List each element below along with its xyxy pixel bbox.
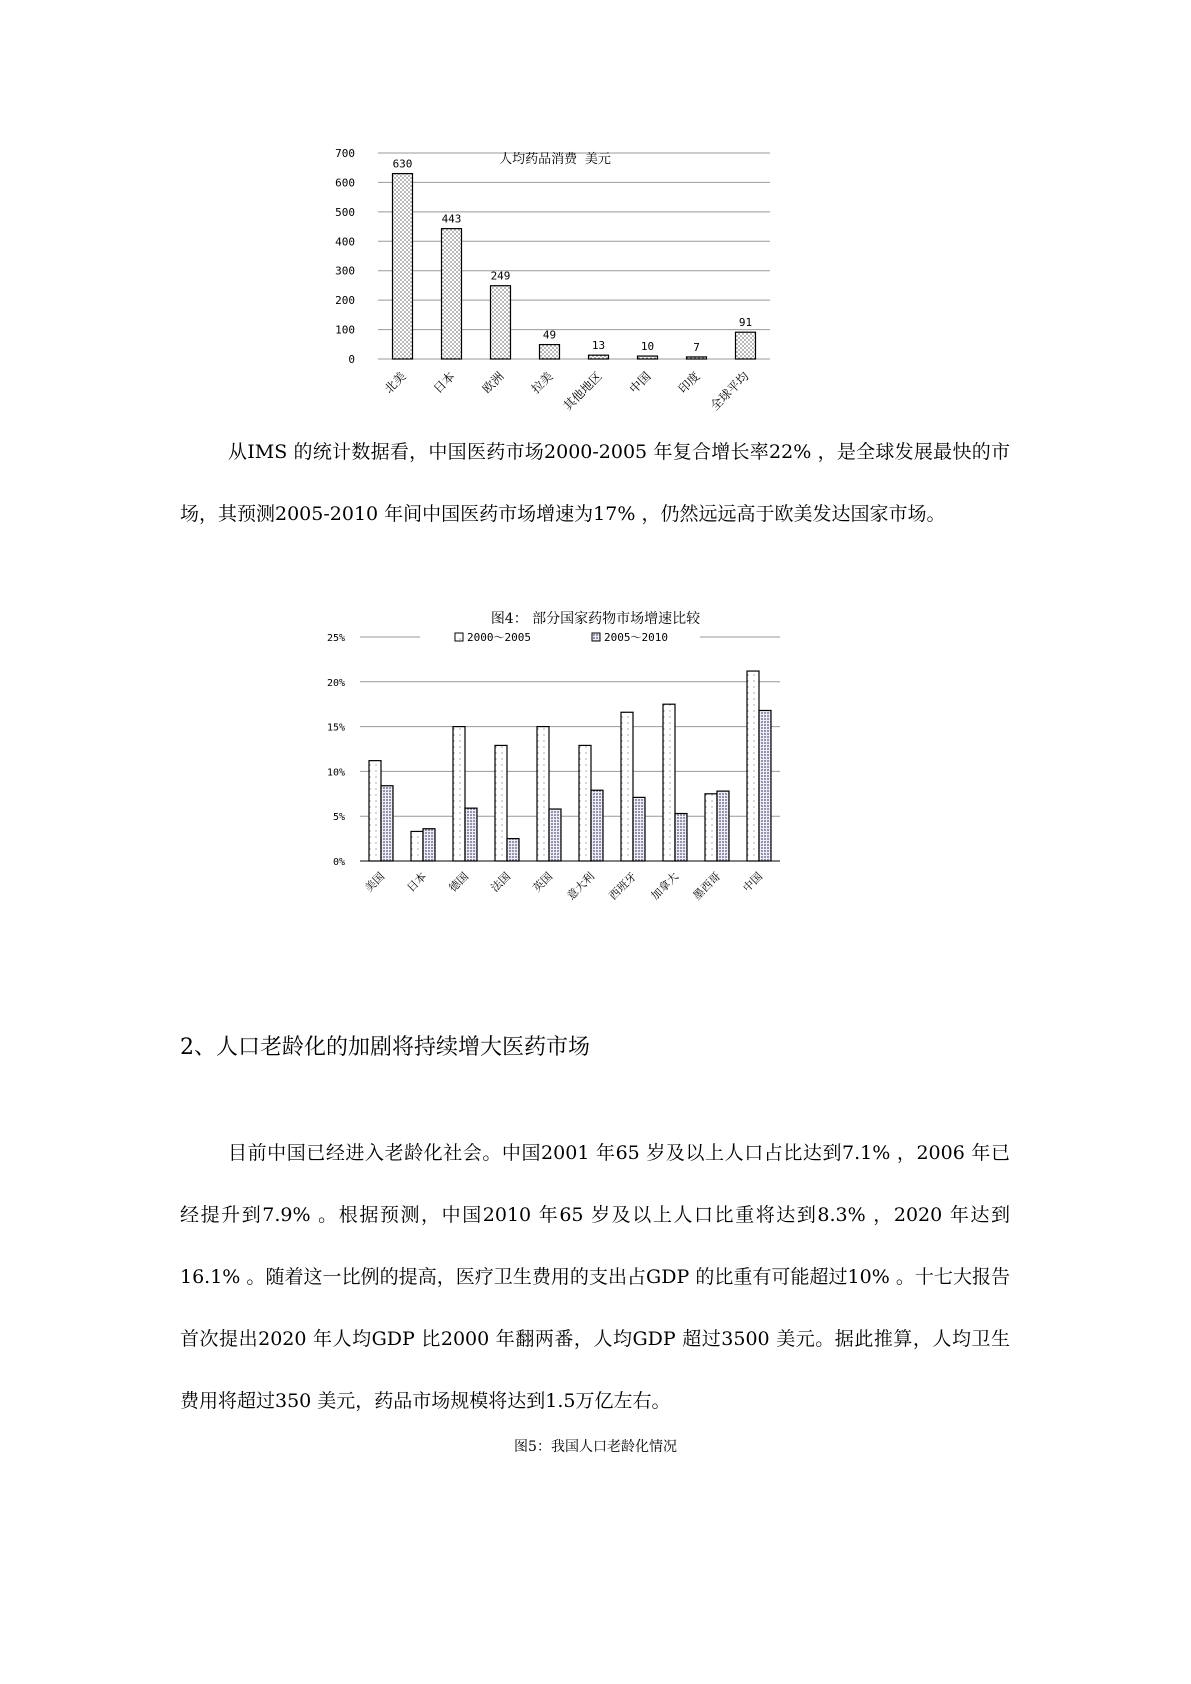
legend-label: 2000～2005 — [467, 631, 531, 644]
chart-per-capita-drug-spending — [330, 145, 790, 435]
bar — [495, 745, 507, 861]
y-tick-label: 0% — [332, 857, 345, 868]
bar — [507, 839, 519, 861]
bar — [591, 790, 603, 861]
legend-swatch — [455, 633, 463, 641]
y-tick-label: 300 — [335, 264, 355, 278]
x-tick-label: 中国 — [626, 369, 654, 397]
x-tick-label: 美国 — [362, 869, 388, 895]
bar — [747, 671, 759, 861]
y-tick-label: 20% — [326, 677, 345, 689]
paragraph-text: 目前中国已经进入老龄化社会。中国2001 年65 岁及以上人口占比达到7.1% ，2006 年已经提升到7.9% 。根据预测，中国2010 年65 岁及以上人口比重将达到8.3% ，2020 年达到16.1% 。随着这一比例的提高，医疗卫生费用的支出占GDP 的比重有可能超过10% 。十七大报告首次提出2020 年人均GDP 比2000 年翻两番，人均GDP 超过3500 美元。据此推算，人均卫生费用将超过350 美元，药品市场规模将达到1.5万亿左右。 — [180, 1142, 1010, 1412]
bar — [621, 712, 633, 861]
x-tick-label: 日本 — [404, 869, 430, 895]
data-label: 49 — [542, 328, 557, 342]
x-tick-label: 拉美 — [528, 369, 556, 397]
bar — [540, 345, 560, 359]
y-tick-label: 5% — [332, 812, 345, 824]
figure-4-caption: 图4： 部分国家药物市场增速比较 — [490, 611, 701, 627]
x-tick-label: 欧洲 — [479, 369, 507, 397]
x-tick-label: 中国 — [740, 869, 766, 895]
bar — [369, 761, 381, 861]
x-tick-label: 墨西哥 — [690, 869, 724, 903]
chart-market-growth-comparison — [320, 625, 800, 915]
y-tick-label: 25% — [326, 633, 345, 644]
bar — [687, 357, 707, 359]
bar — [423, 829, 435, 861]
data-label: 630 — [392, 157, 413, 171]
chart1-title: 人均药品消费 美元 — [499, 152, 611, 167]
x-tick-label: 日本 — [430, 369, 458, 397]
bar — [442, 229, 462, 359]
bar — [393, 174, 413, 359]
bar — [717, 791, 729, 861]
x-tick-label: 全球平均 — [707, 369, 752, 414]
bar — [633, 797, 645, 861]
x-tick-label: 西班牙 — [606, 869, 640, 903]
y-tick-label: 10% — [326, 767, 345, 779]
paragraph-aging — [180, 1122, 1010, 1432]
bar — [537, 727, 549, 861]
y-tick-label: 600 — [335, 176, 355, 190]
x-tick-label: 印度 — [675, 369, 703, 397]
bar — [675, 814, 687, 861]
paragraph-ims-growth — [180, 421, 1010, 545]
bar — [736, 332, 756, 359]
y-tick-label: 100 — [335, 323, 355, 337]
y-tick-label: 400 — [335, 235, 355, 249]
x-tick-label: 其他地区 — [560, 369, 605, 414]
bar — [549, 809, 561, 861]
bar — [411, 831, 423, 861]
data-label: 443 — [441, 212, 462, 226]
x-tick-label: 德国 — [446, 869, 472, 895]
bar — [453, 727, 465, 861]
section-heading: 2、人口老龄化的加剧将持续增大医药市场 — [180, 1035, 590, 1060]
y-tick-label: 200 — [335, 294, 355, 308]
legend-label: 2005～2010 — [604, 631, 668, 644]
figure-5-caption: 图5：我国人口老龄化情况 — [514, 1439, 677, 1455]
legend-swatch — [592, 633, 600, 641]
x-tick-label: 法国 — [488, 869, 514, 895]
bar — [465, 808, 477, 861]
y-tick-label: 0 — [348, 353, 355, 366]
x-tick-label: 意大利 — [564, 869, 598, 903]
bar — [579, 745, 591, 861]
paragraph-text: 从IMS 的统计数据看，中国医药市场2000-2005 年复合增长率22% ，是全球发展最快的市场，其预测2005-2010 年间中国医药市场增速为17% ，仍然远远高于欧美发达国家市场。 — [180, 441, 1010, 525]
bar — [491, 286, 511, 359]
x-tick-label: 加拿大 — [648, 869, 682, 903]
data-label: 10 — [640, 340, 655, 354]
bar — [759, 710, 771, 861]
bar — [663, 704, 675, 861]
data-label: 7 — [693, 340, 700, 354]
bar — [589, 355, 609, 359]
bar — [381, 786, 393, 861]
x-tick-label: 英国 — [530, 869, 556, 895]
x-tick-label: 北美 — [381, 369, 409, 397]
data-label: 13 — [591, 339, 606, 353]
y-tick-label: 15% — [326, 722, 345, 734]
data-label: 91 — [738, 316, 753, 330]
bar — [705, 794, 717, 861]
data-label: 249 — [490, 269, 511, 283]
y-tick-label: 700 — [335, 147, 355, 160]
bar — [638, 356, 658, 359]
y-tick-label: 500 — [335, 205, 355, 219]
